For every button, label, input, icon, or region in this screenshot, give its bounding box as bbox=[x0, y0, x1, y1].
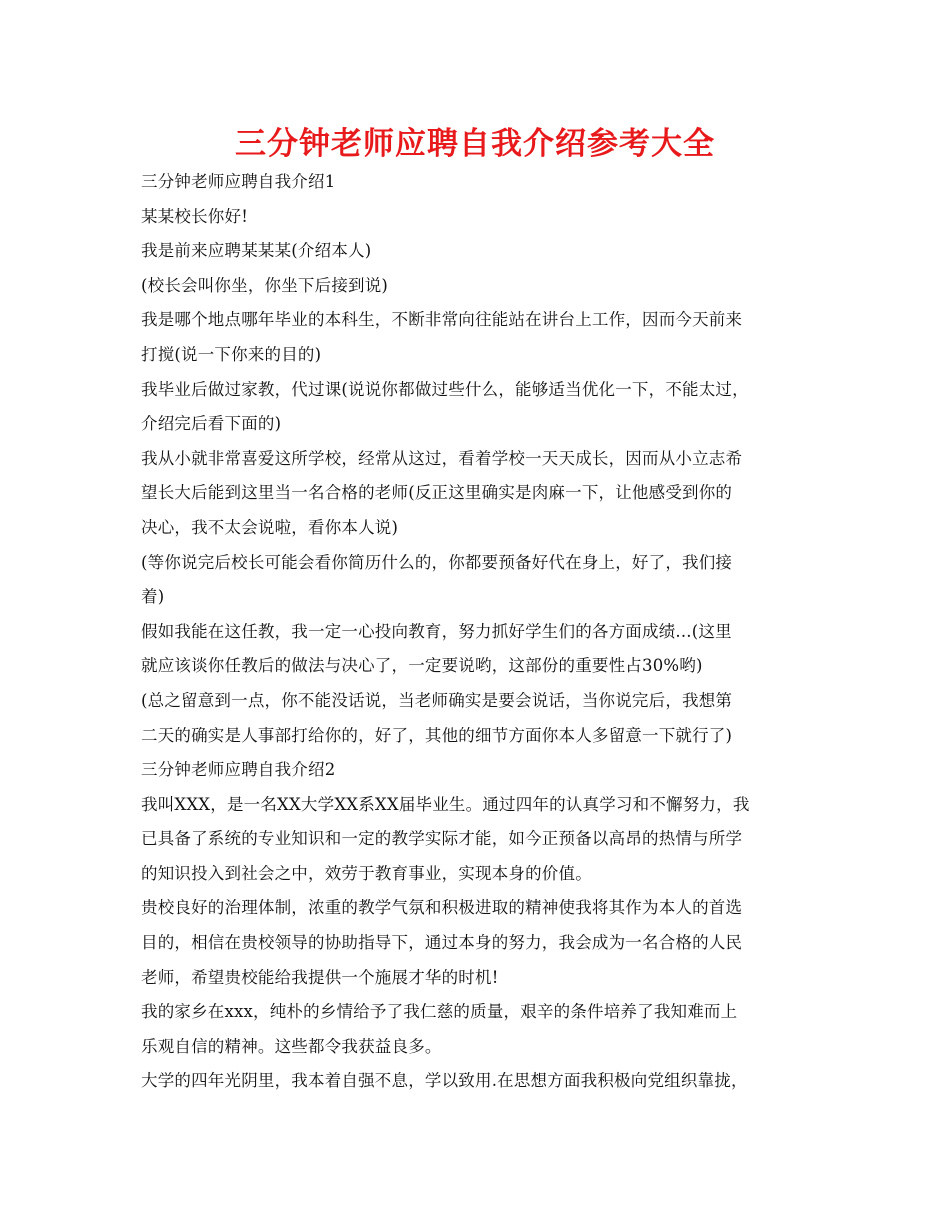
text-line: 乐观自信的精神。这些都令我获益良多。 bbox=[141, 1036, 442, 1056]
text-line: 目的，相信在贵校领导的协助指导下，通过本身的努力，我会成为一名合格的人民 bbox=[141, 933, 743, 953]
text-line: (总之留意到一点，你不能没话说，当老师确实是要会说话，当你说完后，我想第 bbox=[141, 690, 733, 710]
text-line: 已具备了系统的专业知识和一定的教学实际才能，如今正预备以高昂的热情与所学 bbox=[141, 829, 743, 849]
text-line: (等你说完后校长可能会看你简历什么的，你都要预备好代在身上，好了，我们接 bbox=[141, 552, 733, 572]
text-line: 三分钟老师应聘自我介绍2 bbox=[141, 760, 336, 780]
text-line: (校长会叫你坐，你坐下后接到说) bbox=[141, 275, 389, 295]
text-line: 某某校长你好! bbox=[141, 206, 249, 226]
text-line: 我从小就非常喜爱这所学校，经常从这过，看着学校一天天成长，因而从小立志希 bbox=[141, 448, 743, 468]
text-line: 就应该谈你任教后的做法与决心了，一定要说哟，这部份的重要性占30%哟) bbox=[141, 656, 703, 676]
text-line: 望长大后能到这里当一名合格的老师(反正这里确实是肉麻一下，让他感受到你的 bbox=[141, 483, 733, 503]
text-line: 假如我能在这任教，我一定一心投向教育，努力抓好学生们的各方面成绩...(这里 bbox=[141, 621, 732, 641]
text-line: 老师，希望贵校能给我提供一个施展才华的时机! bbox=[141, 967, 499, 987]
text-line: 我是哪个地点哪年毕业的本科生，不断非常向往能站在讲台上工作，因而今天前来 bbox=[141, 310, 743, 330]
text-line: 二天的确实是人事部打给你的，好了，其他的细节方面你本人多留意一下就行了) bbox=[141, 725, 733, 745]
text-line: 三分钟老师应聘自我介绍1 bbox=[141, 172, 336, 191]
document-body bbox=[141, 165, 813, 1099]
text-line: 介绍完后看下面的) bbox=[141, 414, 282, 434]
text-line: 打搅(说一下你来的目的) bbox=[141, 344, 322, 364]
text-line: 决心，我不太会说啦，看你本人说) bbox=[141, 517, 399, 537]
text-line: 大学的四年光阴里，我本着自强不息，学以致用.在思想方面我积极向党组织靠拢， bbox=[141, 1071, 748, 1091]
document-title: 三分钟老师应聘自我介绍参考大全 bbox=[235, 126, 715, 162]
text-line: 的知识投入到社会之中，效劳于教育事业，实现本身的价值。 bbox=[141, 863, 592, 883]
text-line: 我毕业后做过家教，代过课(说说你都做过些什么，能够适当优化一下，不能太过， bbox=[141, 379, 749, 399]
text-line: 贵校良好的治理体制，浓重的教学气氛和积极进取的精神使我将其作为本人的首选 bbox=[141, 898, 743, 918]
text-line: 着) bbox=[141, 587, 165, 607]
text-line: 我的家乡在xxx，纯朴的乡情给予了我仁慈的质量，艰辛的条件培养了我知难而上 bbox=[141, 1002, 738, 1022]
text-line: 我叫XXX，是一名XX大学XX系XX届毕业生。通过四年的认真学习和不懈努力，我 bbox=[141, 794, 750, 814]
text-line: 我是前来应聘某某某(介绍本人) bbox=[141, 241, 372, 261]
